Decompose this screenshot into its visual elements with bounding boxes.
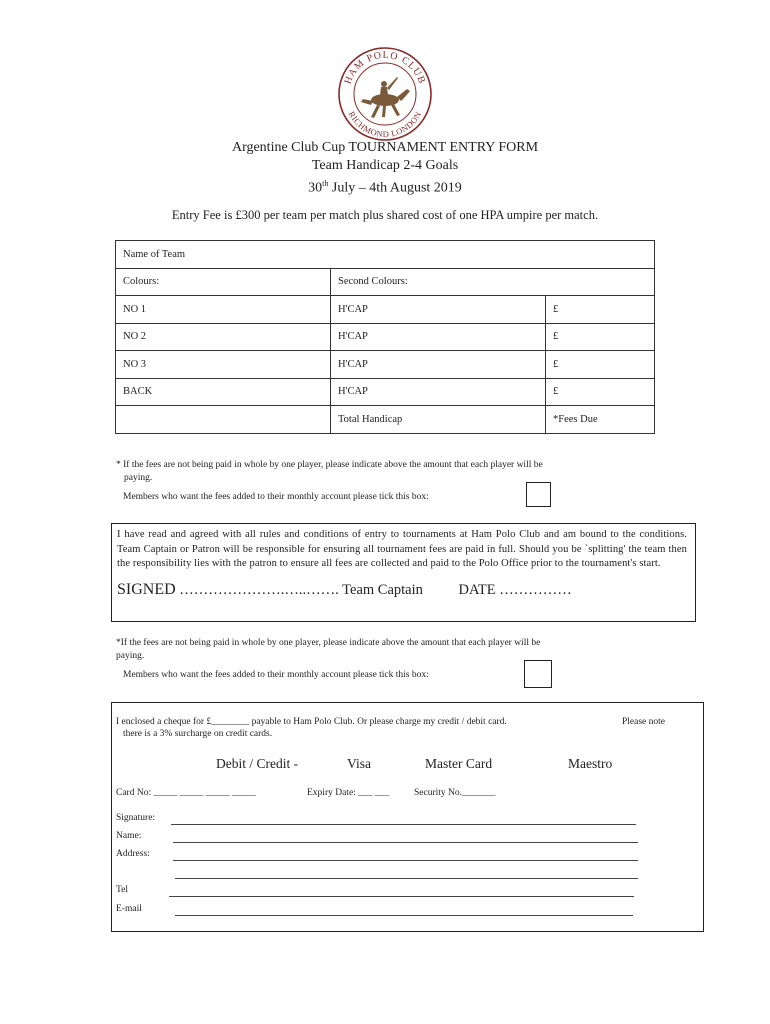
tel-label: Tel <box>116 885 128 895</box>
player-3-field[interactable]: NO 3 <box>116 351 331 379</box>
total-handicap-field[interactable]: Total Handicap <box>331 406 546 434</box>
fee-split-note-2 <box>116 637 676 662</box>
security-number-field[interactable]: Security No._______ <box>414 788 496 798</box>
back-fee[interactable]: £ <box>546 378 655 406</box>
name-label: Name: <box>116 831 142 841</box>
card-type-maestro[interactable]: Maestro <box>568 756 613 771</box>
tel-input[interactable] <box>169 896 634 897</box>
player-2-field[interactable]: NO 2 <box>116 323 331 351</box>
agreement-box <box>111 523 696 622</box>
date-range: July – 4th August 2019 <box>328 180 462 196</box>
fees-due-field[interactable]: *Fees Due <box>546 406 655 434</box>
please-note: Please note <box>622 717 666 727</box>
address-label: Address: <box>116 849 150 859</box>
card-type-debit-credit[interactable]: Debit / Credit - <box>216 756 299 771</box>
date-superscript: th <box>322 179 329 188</box>
card-number-field[interactable]: Card No: _____ _____ _____ _____ <box>116 788 256 798</box>
team-name-field[interactable]: Name of Team <box>116 241 655 269</box>
monthly-account-checkbox[interactable] <box>526 482 551 507</box>
monthly-account-label-2: Members who want the fees added to their monthly account please tick this box: <box>123 670 429 680</box>
team-name-row <box>116 241 655 269</box>
back-field[interactable]: BACK <box>116 378 331 406</box>
signature-line <box>117 581 687 599</box>
address-input-line2[interactable] <box>175 878 638 879</box>
team-table <box>115 240 655 434</box>
colours-row <box>116 268 655 296</box>
signature-label: Signature: <box>116 813 156 823</box>
back-hcap[interactable]: H'CAP <box>331 378 546 406</box>
second-colours-field[interactable]: Second Colours: <box>331 268 655 296</box>
player-row <box>116 296 655 324</box>
player-row <box>116 378 655 406</box>
fee-split-note-2-line2: paying. <box>116 650 145 661</box>
form-subtitle: Team Handicap 2-4 Goals <box>311 158 459 173</box>
player-1-hcap[interactable]: H'CAP <box>331 296 546 324</box>
date-field[interactable]: DATE …………… <box>458 581 572 598</box>
fee-split-note-2-line1: *If the fees are not being paid in whole by one player, please indicate above the amount that each player will be <box>116 638 541 648</box>
form-title: Argentine Club Cup TOURNAMENT ENTRY FORM <box>231 140 539 155</box>
card-type-visa[interactable]: Visa <box>347 756 371 771</box>
totals-blank-cell <box>116 406 331 434</box>
cheque-line: I enclosed a cheque for £________ payable to Ham Polo Club. Or please charge my credit / debit card. <box>116 717 507 727</box>
svg-text:HAM POLO CLUB <box>343 50 428 86</box>
address-input[interactable] <box>173 860 638 861</box>
entry-fee-text: Entry Fee is £300 per team per match plus shared cost of one HPA umpire per match. <box>171 208 599 222</box>
totals-row <box>116 406 655 434</box>
player-1-field[interactable]: NO 1 <box>116 296 331 324</box>
team-captain-signature[interactable]: ………………….…..……. Team Captain <box>179 581 423 598</box>
club-logo <box>335 45 435 143</box>
form-dates: 30th July – 4th August 2019 <box>308 179 462 196</box>
card-type-mastercard[interactable]: Master Card <box>425 756 493 771</box>
player-2-fee[interactable]: £ <box>546 323 655 351</box>
surcharge-note: there is a 3% surcharge on credit cards. <box>123 729 273 739</box>
logo-bottom-text: RICHMOND LONDON <box>346 109 424 140</box>
player-3-hcap[interactable]: H'CAP <box>331 351 546 379</box>
agreement-text: I have read and agreed with all rules and conditions of entry to tournaments at Ham Polo Club and am bound to the conditions. Team Captain or Patron will be responsible for ensuring all tournament fees are paid in full. Should you be `splitting' the team then the responsibility lies with the patron to ensure all fees are collected and paid to the Polo Office prior to the tournament's start. <box>117 529 687 569</box>
fee-split-note-line2: paying. <box>124 472 153 483</box>
signature-input[interactable] <box>171 824 636 825</box>
fee-split-note <box>116 459 676 484</box>
name-input[interactable] <box>173 842 638 843</box>
fee-split-note-line1: * If the fees are not being paid in whole by one player, please indicate above the amount that each player will be <box>116 460 543 470</box>
player-2-hcap[interactable]: H'CAP <box>331 323 546 351</box>
logo-top-text: HAM POLO CLUB <box>342 49 428 86</box>
monthly-account-label: Members who want the fees added to their monthly account please tick this box: <box>123 492 429 502</box>
email-input[interactable] <box>175 915 633 916</box>
expiry-date-field[interactable]: Expiry Date: ___ ___ <box>307 788 390 798</box>
player-1-fee[interactable]: £ <box>546 296 655 324</box>
player-row <box>116 351 655 379</box>
player-3-fee[interactable]: £ <box>546 351 655 379</box>
signed-label: SIGNED <box>117 580 176 598</box>
payment-box <box>111 702 704 932</box>
colours-field[interactable]: Colours: <box>116 268 331 296</box>
player-row <box>116 323 655 351</box>
email-label: E-mail <box>116 904 142 914</box>
monthly-account-checkbox-2[interactable] <box>524 660 552 688</box>
